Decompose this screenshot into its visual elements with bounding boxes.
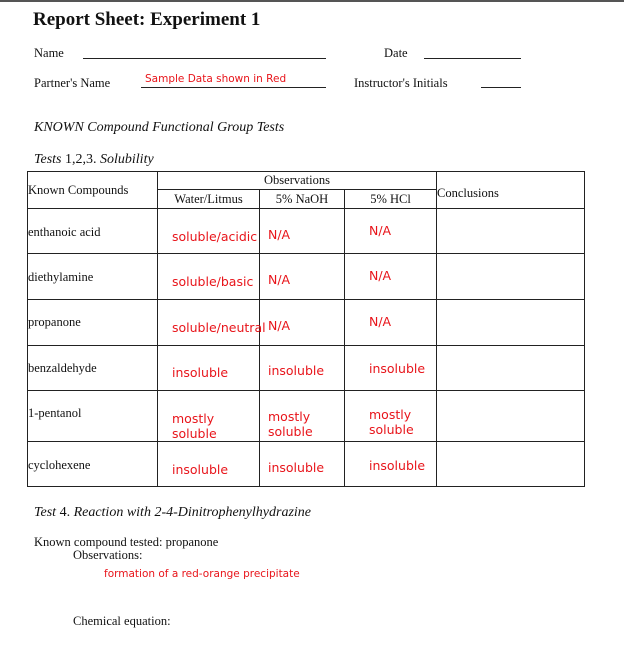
date-field[interactable]	[424, 58, 521, 59]
name-label: Name	[34, 46, 64, 60]
tests-heading	[34, 152, 154, 168]
tests-numbers: 1,2,3.	[65, 152, 97, 167]
header-water-litmus: Water/Litmus	[158, 190, 260, 209]
observation-value: formation of a red-orange precipitate	[104, 568, 300, 580]
compound-cell: benzaldehyde	[28, 346, 158, 391]
solubility-table	[27, 171, 585, 487]
test4-number: 4.	[59, 505, 71, 520]
page-title: Report Sheet: Experiment 1	[33, 9, 261, 30]
chemical-equation-label: Chemical equation:	[73, 614, 171, 628]
instructor-label: Instructor's Initials	[354, 76, 448, 90]
compound-cell: cyclohexene	[28, 442, 158, 487]
top-border	[0, 0, 624, 2]
name-field[interactable]	[83, 58, 326, 59]
compound-cell: propanone	[28, 300, 158, 346]
naoh-cell: N/A	[260, 300, 345, 346]
header-conclusions: Conclusions	[437, 172, 585, 209]
test4-prefix: Test	[34, 505, 60, 520]
partner-field[interactable]	[141, 87, 326, 88]
naoh-cell: insoluble	[260, 346, 345, 391]
conclusion-cell[interactable]	[437, 442, 585, 487]
naoh-cell: mostly soluble	[260, 391, 345, 442]
naoh-cell: N/A	[260, 209, 345, 254]
table-row	[28, 442, 585, 487]
compound-cell: 1-pentanol	[28, 391, 158, 442]
section-heading: KNOWN Compound Functional Group Tests	[34, 120, 285, 135]
table-row	[28, 209, 585, 254]
observations-label: Observations:	[73, 548, 143, 562]
partner-value: Sample Data shown in Red	[145, 73, 287, 85]
water-cell: insoluble	[158, 442, 260, 487]
table-row	[28, 254, 585, 300]
water-cell: mostly soluble	[158, 391, 260, 442]
test4-heading	[34, 505, 311, 521]
water-cell: insoluble	[158, 346, 260, 391]
instructor-field[interactable]	[481, 87, 521, 88]
tests-name: Solubility	[96, 152, 154, 167]
header-observations: Observations	[158, 172, 437, 190]
table-row	[28, 391, 585, 442]
hcl-cell: insoluble	[345, 442, 437, 487]
compound-tested: Known compound tested: propanone	[34, 535, 219, 549]
header-known-compounds: Known Compounds	[28, 172, 158, 209]
conclusion-cell[interactable]	[437, 254, 585, 300]
water-cell: soluble/basic	[158, 254, 260, 300]
conclusion-cell[interactable]	[437, 300, 585, 346]
header-naoh: 5% NaOH	[260, 190, 345, 209]
water-cell: soluble/neutral	[158, 300, 260, 346]
partner-label: Partner's Name	[34, 76, 111, 90]
naoh-cell: insoluble	[260, 442, 345, 487]
hcl-cell: N/A	[345, 209, 437, 254]
hcl-cell: N/A	[345, 300, 437, 346]
date-label: Date	[384, 46, 408, 60]
hcl-cell: insoluble	[345, 346, 437, 391]
tests-prefix: Tests	[34, 152, 66, 167]
test4-name: Reaction with 2-4-Dinitrophenylhydrazine	[70, 505, 312, 520]
compound-cell: diethylamine	[28, 254, 158, 300]
table-row	[28, 300, 585, 346]
table-row	[28, 346, 585, 391]
header-hcl: 5% HCl	[345, 190, 437, 209]
hcl-cell: mostly soluble	[345, 391, 437, 442]
water-cell: soluble/acidic	[158, 209, 260, 254]
table-header-row	[28, 172, 585, 190]
compound-cell: enthanoic acid	[28, 209, 158, 254]
naoh-cell: N/A	[260, 254, 345, 300]
conclusion-cell[interactable]	[437, 346, 585, 391]
hcl-cell: N/A	[345, 254, 437, 300]
conclusion-cell[interactable]	[437, 391, 585, 442]
conclusion-cell[interactable]	[437, 209, 585, 254]
